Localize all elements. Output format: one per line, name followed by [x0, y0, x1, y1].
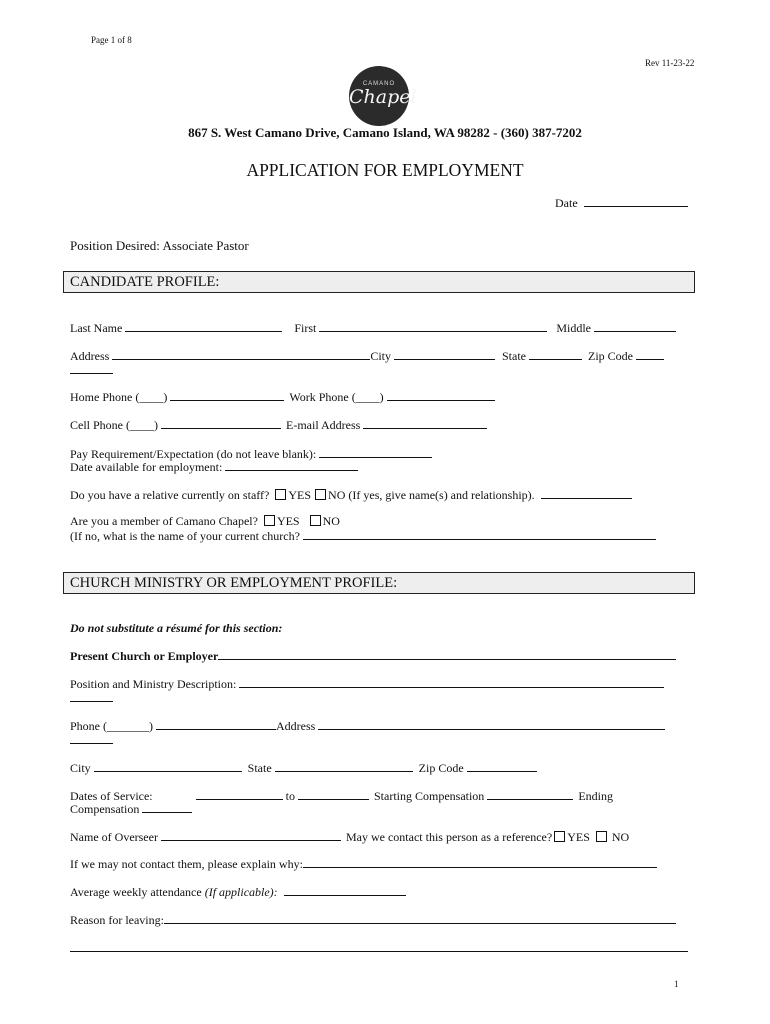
- zip-field-continued[interactable]: [70, 373, 113, 374]
- revision-date: Rev 11-23-22: [645, 58, 695, 68]
- reason-field-continued[interactable]: [70, 951, 688, 952]
- cell-email-row: [70, 417, 487, 433]
- employer-phone-field[interactable]: [156, 718, 276, 730]
- reason-field[interactable]: [164, 912, 676, 924]
- attendance-qualifier: (If applicable):: [204, 885, 278, 899]
- date-field[interactable]: [584, 195, 688, 207]
- ending-compensation-field[interactable]: [142, 801, 192, 813]
- present-employer-label: Present Church or Employer: [70, 649, 219, 663]
- home-phone-field[interactable]: [170, 389, 284, 401]
- member-no-checkbox[interactable]: [310, 515, 321, 526]
- phone-row: [70, 389, 495, 405]
- employer-address-field[interactable]: [318, 718, 665, 730]
- employer-zip-label: Zip Code: [418, 761, 464, 775]
- state-label: State: [502, 349, 526, 363]
- position-description-field[interactable]: [239, 676, 664, 688]
- zip-label: Zip Code: [588, 349, 633, 363]
- starting-compensation-field[interactable]: [487, 788, 573, 800]
- email-label: E-mail Address: [286, 418, 361, 432]
- ending-label: Ending: [578, 789, 613, 803]
- zip-field[interactable]: [636, 348, 664, 360]
- position-description-row: [70, 676, 664, 692]
- state-field[interactable]: [529, 348, 582, 360]
- availability-row: [70, 459, 358, 475]
- last-name-label: Last Name: [70, 321, 123, 335]
- employer-city-label: City: [70, 761, 91, 775]
- reference-yes-checkbox[interactable]: [554, 831, 565, 842]
- member-no-label: NO: [322, 514, 340, 528]
- employer-address-label: Address: [276, 719, 316, 733]
- camano-chapel-logo: [349, 66, 417, 126]
- cell-phone-field[interactable]: [161, 417, 281, 429]
- position-description-continued[interactable]: [70, 701, 113, 702]
- explain-field[interactable]: [303, 856, 657, 868]
- last-name-field[interactable]: [125, 320, 282, 332]
- reason-label: Reason for leaving:: [70, 913, 164, 927]
- position-desired: Position Desired: Associate Pastor: [70, 238, 249, 253]
- member-question: Are you a member of Camano Chapel?: [70, 514, 258, 528]
- date-row: [555, 195, 688, 211]
- address-row: [70, 348, 664, 364]
- service-start-field[interactable]: [196, 788, 283, 800]
- address-field[interactable]: [112, 348, 370, 360]
- reference-no-checkbox[interactable]: [596, 831, 607, 842]
- church-address: 867 S. West Camano Drive, Camano Island, WA 98282 - (360) 387-7202: [188, 125, 582, 140]
- reference-question: May we contact this person as a reference?: [345, 830, 553, 844]
- explain-label: If we may not contact them, please explain why:: [70, 857, 303, 871]
- employer-city-field[interactable]: [94, 760, 242, 772]
- employer-address-continued[interactable]: [70, 743, 113, 744]
- pay-label: Pay Requirement/Expectation (do not leave blank):: [70, 447, 317, 461]
- middle-name-field[interactable]: [594, 320, 676, 332]
- employer-state-label: State: [247, 761, 272, 775]
- attendance-field[interactable]: [284, 884, 406, 896]
- first-name-label: First: [294, 321, 317, 335]
- member-row: [70, 514, 340, 529]
- reference-yes-label: YES: [567, 830, 590, 844]
- date-label: Date: [555, 196, 578, 210]
- explain-row: [70, 856, 657, 872]
- relative-note: (If yes, give name(s) and relationship).: [348, 488, 535, 502]
- relative-no-label: NO: [328, 488, 346, 502]
- relative-yes-label: YES: [288, 488, 312, 502]
- page-number: 1: [674, 979, 679, 989]
- reference-no-label: NO: [611, 830, 630, 844]
- overseer-field[interactable]: [161, 829, 341, 841]
- position-description-label: Position and Ministry Description:: [70, 677, 237, 691]
- cell-phone-label: Cell Phone (____): [70, 418, 158, 432]
- attendance-row: [70, 884, 406, 900]
- work-phone-field[interactable]: [387, 389, 495, 401]
- resume-instruction: Do not substitute a résumé for this section:: [70, 621, 283, 635]
- service-end-field[interactable]: [298, 788, 369, 800]
- member-yes-label: YES: [276, 514, 300, 528]
- first-name-field[interactable]: [319, 320, 547, 332]
- member-yes-checkbox[interactable]: [264, 515, 275, 526]
- city-label: City: [370, 349, 391, 363]
- relative-yes-checkbox[interactable]: [275, 489, 286, 500]
- date-available-label: Date available for employment:: [70, 460, 223, 474]
- ending-compensation-row: [70, 801, 192, 817]
- current-church-label: (If no, what is the name of your current church?: [70, 529, 300, 543]
- logo-top-text: CAMANO: [362, 81, 396, 87]
- reason-row: [70, 912, 676, 928]
- city-field[interactable]: [394, 348, 495, 360]
- attendance-label: Average weekly attendance: [70, 885, 202, 899]
- relative-no-checkbox[interactable]: [315, 489, 326, 500]
- employer-city-row: [70, 760, 537, 776]
- overseer-label: Name of Overseer: [70, 830, 158, 844]
- home-phone-label: Home Phone (____): [70, 390, 168, 404]
- employer-state-field[interactable]: [275, 760, 413, 772]
- current-church-field[interactable]: [303, 528, 656, 540]
- relative-question: Do you have a relative currently on staff?: [70, 488, 270, 502]
- overseer-row: [70, 829, 629, 845]
- present-employer-row: [70, 648, 676, 664]
- middle-name-label: Middle: [556, 321, 591, 335]
- employer-phone-label: Phone (_______): [70, 719, 153, 733]
- email-field[interactable]: [363, 417, 487, 429]
- present-employer-field[interactable]: [218, 648, 676, 660]
- pay-field[interactable]: [319, 446, 432, 458]
- to-label: to: [285, 789, 295, 803]
- date-available-field[interactable]: [225, 459, 358, 471]
- dates-of-service-label: Dates of Service:: [70, 789, 153, 803]
- ministry-profile-header: CHURCH MINISTRY OR EMPLOYMENT PROFILE:: [63, 572, 695, 594]
- employer-phone-row: [70, 718, 665, 734]
- starting-compensation-label: Starting Compensation: [373, 789, 485, 803]
- logo-main-text: Chapel: [349, 86, 417, 108]
- page-count: Page 1 of 8: [91, 35, 132, 45]
- page-title: APPLICATION FOR EMPLOYMENT: [246, 160, 524, 180]
- relative-row: [70, 487, 632, 503]
- relative-field[interactable]: [541, 487, 632, 499]
- work-phone-label: Work Phone (____): [289, 390, 384, 404]
- address-label: Address: [70, 349, 110, 363]
- name-row: [70, 320, 676, 336]
- candidate-profile-header: CANDIDATE PROFILE:: [63, 271, 695, 293]
- employer-zip-field[interactable]: [467, 760, 537, 772]
- current-church-row: [70, 528, 656, 544]
- ending-compensation-label: Compensation: [70, 802, 140, 816]
